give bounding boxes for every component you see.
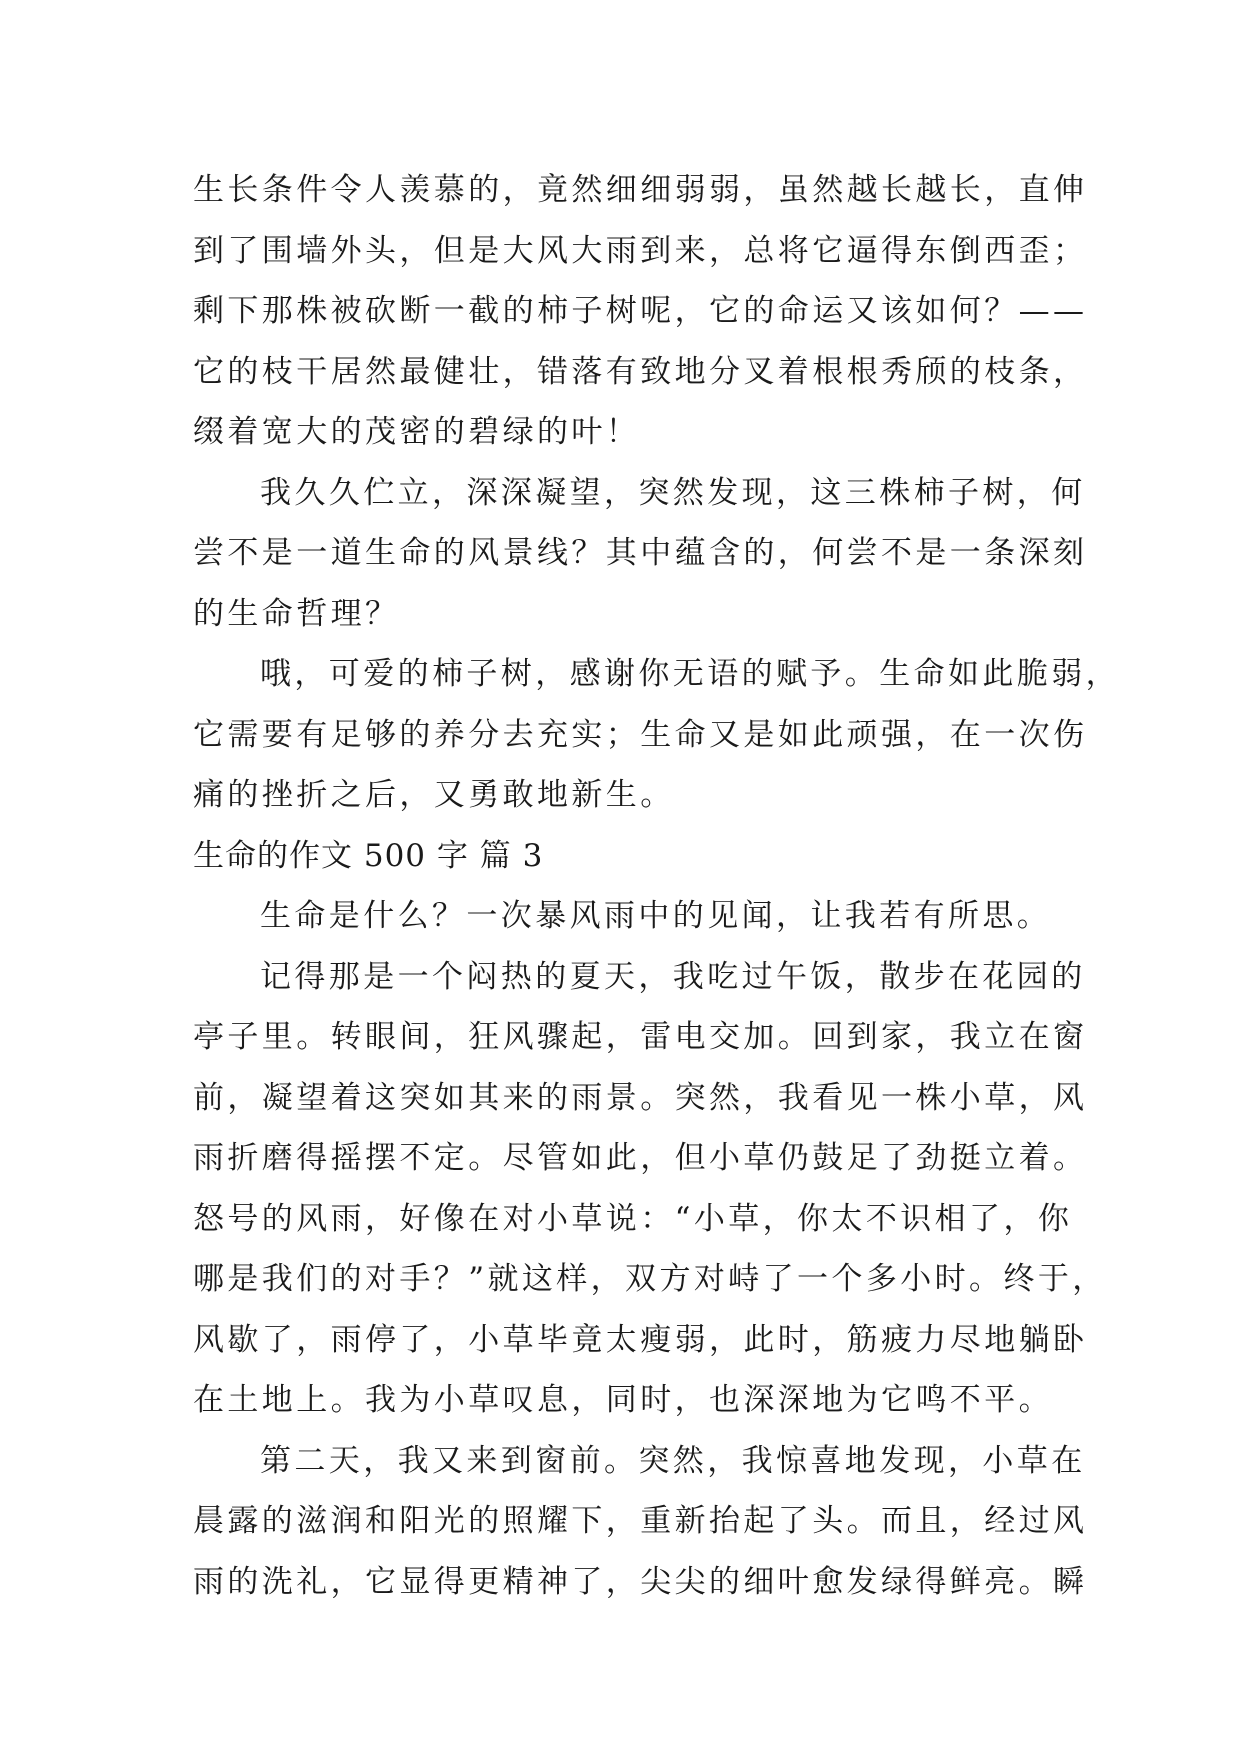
text-line: 风歇了，雨停了，小草毕竟太瘦弱，此时，筋疲力尽地躺卧	[193, 1321, 1088, 1358]
text-line: 它需要有足够的养分去充实；生命又是如此顽强，在一次伤	[193, 716, 1088, 753]
text-line: 痛的挫折之后，又勇敢地新生。	[193, 777, 675, 813]
paragraph	[193, 947, 1107, 1431]
text-line: 第二天，我又来到窗前。突然，我惊喜地发现，小草在	[260, 1442, 1086, 1479]
text-line: 哪是我们的对手？”就这样，双方对峙了一个多小时。终于，	[193, 1261, 1107, 1297]
text-line: 剩下那株被砍断一截的柿子树呢，它的命运又该如何？——	[193, 293, 1088, 329]
text-line: 缀着宽大的茂密的碧绿的叶！	[193, 414, 641, 450]
text-line: 尝不是一道生命的风景线？其中蕴含的，何尝不是一条深刻	[193, 535, 1088, 571]
text-line: 哦，可爱的柿子树，感谢你无语的赋予。生命如此脆弱，	[260, 656, 1120, 692]
text-line: 在土地上。我为小草叹息，同时，也深深地为它鸣不平。	[193, 1382, 1053, 1418]
text-line: 雨折磨得摇摆不定。尽管如此，但小草仍鼓足了劲挺立着。	[193, 1140, 1088, 1176]
text-line: 的生命哲理？	[193, 595, 400, 632]
document-body	[193, 160, 1120, 1612]
paragraph	[193, 644, 1120, 826]
text-line: 生长条件令人羡慕的，竟然细细弱弱，虽然越长越长，直伸	[193, 172, 1088, 208]
paragraph	[193, 1431, 1088, 1613]
text-line: 亭子里。转眼间，狂风骤起，雷电交加。回到家，我立在窗	[193, 1019, 1088, 1055]
text-line: 到了围墙外头，但是大风大雨到来，总将它逼得东倒西歪；	[193, 232, 1088, 269]
text-line: 怒号的风雨，好像在对小草说：“小草，你太不识相了，你	[193, 1200, 1073, 1237]
text-line: 记得那是一个闷热的夏天，我吃过午饭，散步在花园的	[260, 958, 1086, 995]
text-line: 晨露的滋润和阳光的照耀下，重新抬起了头。而且，经过风	[193, 1503, 1088, 1539]
text-line: 雨的洗礼，它显得更精神了，尖尖的细叶愈发绿得鲜亮。瞬	[193, 1563, 1088, 1600]
text-line: 它的枝干居然最健壮，错落有致地分叉着根根秀颀的枝条，	[193, 353, 1088, 390]
text-line: 前，凝望着这突如其来的雨景。突然，我看见一株小草，风	[193, 1079, 1088, 1116]
text-line: 我久久伫立，深深凝望，突然发现，这三株柿子树，何	[260, 474, 1086, 511]
text-line: 生命是什么？一次暴风雨中的见闻，让我若有所思。	[260, 898, 1052, 934]
paragraph	[193, 886, 1073, 947]
section-heading: 生命的作文 500 字 篇 3	[193, 837, 544, 874]
paragraph	[193, 463, 1088, 645]
paragraph	[193, 160, 1088, 463]
